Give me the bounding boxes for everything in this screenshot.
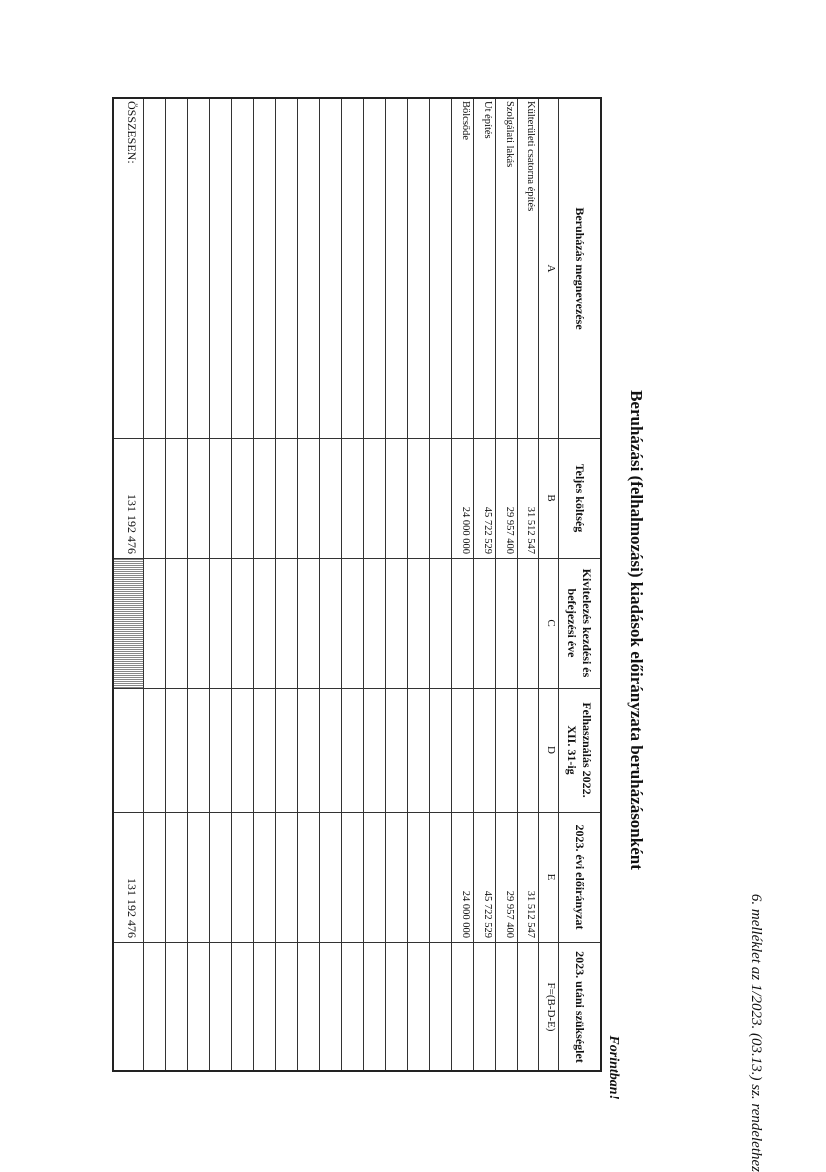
row-name: Szolgálati lakás bbox=[504, 101, 515, 168]
row-divider bbox=[275, 99, 276, 1070]
header-used-2022: Felhasználás 2022. XII. 31-ig bbox=[565, 702, 595, 798]
column-letter: F=(B-D-E) bbox=[545, 982, 557, 1032]
row-appropriation-2023: 45 722 529 bbox=[482, 890, 493, 938]
row-divider bbox=[363, 99, 364, 1070]
row-appropriation-2023: 29 957 400 bbox=[504, 890, 515, 938]
column-letter: B bbox=[545, 494, 557, 502]
row-total-cost: 31 512 547 bbox=[525, 506, 536, 554]
header-appropriation-2023: 2023. évi előirányzat bbox=[573, 824, 587, 930]
column-letter: E bbox=[545, 873, 557, 881]
row-divider bbox=[231, 99, 232, 1070]
row-name: Külterületi csatorna építés bbox=[525, 101, 536, 212]
row-total-cost: 24 000 000 bbox=[460, 506, 471, 554]
currency-note: Forintban! bbox=[606, 1035, 621, 1100]
row-divider bbox=[253, 99, 254, 1070]
row-name: Bölcsőde bbox=[460, 101, 471, 141]
summary-label: ÖSSZESEN: bbox=[125, 101, 139, 164]
summary-hatched-cell bbox=[114, 559, 143, 688]
header-name: Beruházás megnevezése bbox=[573, 207, 587, 330]
header-total-cost: Teljes költség bbox=[573, 463, 587, 533]
row-divider bbox=[451, 99, 452, 1070]
row-total-cost: 29 957 400 bbox=[504, 506, 515, 554]
summary-total-cost: 131 192 476 bbox=[125, 494, 139, 554]
row-divider bbox=[297, 99, 298, 1070]
row-divider bbox=[429, 99, 430, 1070]
annex-reference: 6. melléklet az 1/2023. (03.13.) sz. rendelethez bbox=[748, 893, 764, 1172]
column-letter: C bbox=[545, 619, 557, 627]
row-divider bbox=[407, 99, 408, 1070]
row-divider bbox=[209, 99, 210, 1070]
row-divider bbox=[495, 99, 496, 1070]
row-name: Út építés bbox=[482, 101, 493, 139]
investment-table bbox=[112, 97, 602, 1072]
header-schedule: Kivitelezés kezdési és befejezési éve bbox=[565, 568, 595, 678]
header-need-after-2023: 2023. utáni szükséglet bbox=[573, 951, 587, 1063]
row-divider bbox=[187, 99, 188, 1070]
row-divider bbox=[473, 99, 474, 1070]
column-letter: D bbox=[545, 746, 557, 754]
row-divider bbox=[341, 99, 342, 1070]
row-appropriation-2023: 24 000 000 bbox=[460, 890, 471, 938]
row-divider bbox=[165, 99, 166, 1070]
row-appropriation-2023: 31 512 547 bbox=[525, 890, 536, 938]
row-divider bbox=[319, 99, 320, 1070]
row-divider bbox=[143, 99, 144, 1070]
column-letter: A bbox=[545, 264, 557, 273]
summary-appropriation-2023: 131 192 476 bbox=[125, 878, 139, 938]
page-title: Beruházási (felhalmozási) kiadások előirányzata beruházásonként bbox=[627, 390, 646, 870]
row-divider bbox=[385, 99, 386, 1070]
row-total-cost: 45 722 529 bbox=[482, 506, 493, 554]
